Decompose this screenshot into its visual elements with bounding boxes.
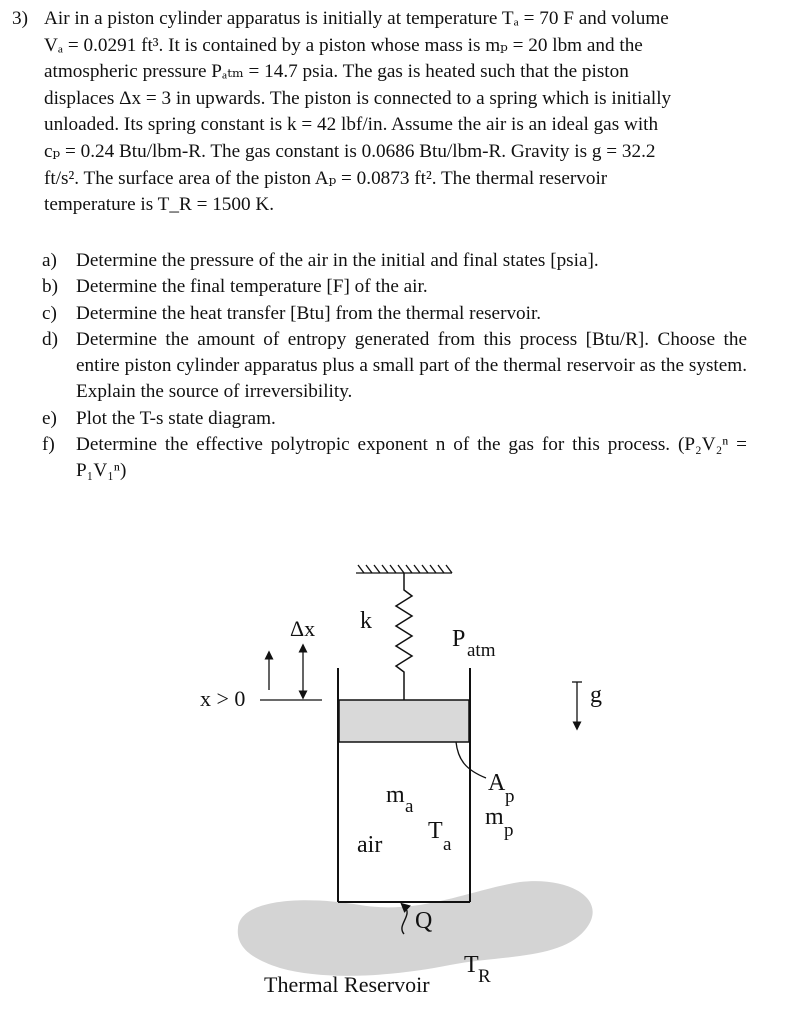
p-atm-subscript: atm bbox=[467, 640, 496, 661]
statement-line: Air in a piston cylinder apparatus is initially at temperature Tₐ = 70 F and volume bbox=[44, 8, 669, 29]
part-text: Plot the T-s state diagram. bbox=[76, 407, 276, 429]
reservoir-temp-label: T bbox=[464, 952, 479, 978]
statement-line: temperature is T_R = 1500 K. bbox=[44, 194, 275, 216]
statement-line: displaces Δx = 3 in upwards. The piston is connected to a spring which is initially bbox=[44, 87, 672, 109]
statement-line: Vₐ = 0.0291 ft³. It is contained by a piston whose mass is mₚ = 20 lbm and the bbox=[44, 34, 643, 56]
piston-mass-subscript: p bbox=[504, 820, 514, 841]
part-label: d) bbox=[42, 328, 58, 350]
spring bbox=[396, 573, 412, 700]
air-mass-subscript: a bbox=[405, 796, 414, 817]
piston-area-subscript: p bbox=[505, 786, 515, 807]
x-label: x > 0 bbox=[200, 686, 246, 711]
part-label: a) bbox=[42, 250, 57, 271]
problem-number: 3) bbox=[12, 8, 28, 29]
ceiling-support bbox=[356, 565, 452, 573]
delta-x-label: Δx bbox=[290, 616, 316, 641]
part-text: Determine the pressure of the air in the initial and final states [psia]. bbox=[76, 250, 599, 271]
p-atm-label: P bbox=[452, 626, 466, 652]
statement-line: cₚ = 0.24 Btu/lbm-R. The gas constant is 0.0686 Btu/lbm-R. Gravity is g = 32.2 bbox=[44, 140, 656, 162]
statement-line: ft/s². The surface area of the piston Aₚ = 0.0873 ft². The thermal reservoir bbox=[44, 167, 608, 189]
air-label: air bbox=[357, 832, 383, 858]
statement-line: unloaded. Its spring constant is k = 42 lbf/in. Assume the air is an ideal gas with bbox=[44, 114, 659, 136]
spring-constant-label: k bbox=[360, 608, 372, 634]
heat-label: Q bbox=[415, 908, 433, 934]
reservoir-temp-subscript: R bbox=[478, 966, 491, 987]
part-label: f) bbox=[42, 434, 55, 456]
air-mass-label: m bbox=[386, 782, 405, 808]
statement-line: atmospheric pressure Pₐₜₘ = 14.7 psia. The gas is heated such that the piston bbox=[44, 61, 629, 83]
gravity-label: g bbox=[590, 682, 602, 708]
part-label: b) bbox=[42, 276, 58, 298]
thermal-reservoir-label: Thermal Reservoir bbox=[264, 972, 430, 997]
piston bbox=[339, 700, 469, 742]
part-label: c) bbox=[42, 302, 57, 324]
part-label: e) bbox=[42, 407, 57, 429]
piston-mass-label: m bbox=[485, 804, 504, 830]
part-text: Determine the effective polytropic exponent n of the gas for this process. (P₂V₂ⁿ = P₁V₁ⁿ) bbox=[76, 434, 747, 482]
part-text: Determine the amount of entropy generated from this process [Btu/R]. Choose the entire piston cylinder apparatus plus a small part of the thermal reservoir as the system. Explain the source of irreversibility. bbox=[76, 328, 747, 403]
piston-area-label: A bbox=[488, 770, 506, 796]
part-text: Determine the heat transfer [Btu] from the thermal reservoir. bbox=[76, 302, 542, 324]
air-temp-label: T bbox=[428, 818, 443, 844]
air-temp-subscript: a bbox=[443, 834, 452, 855]
part-text: Determine the final temperature [F] of the air. bbox=[76, 276, 428, 298]
